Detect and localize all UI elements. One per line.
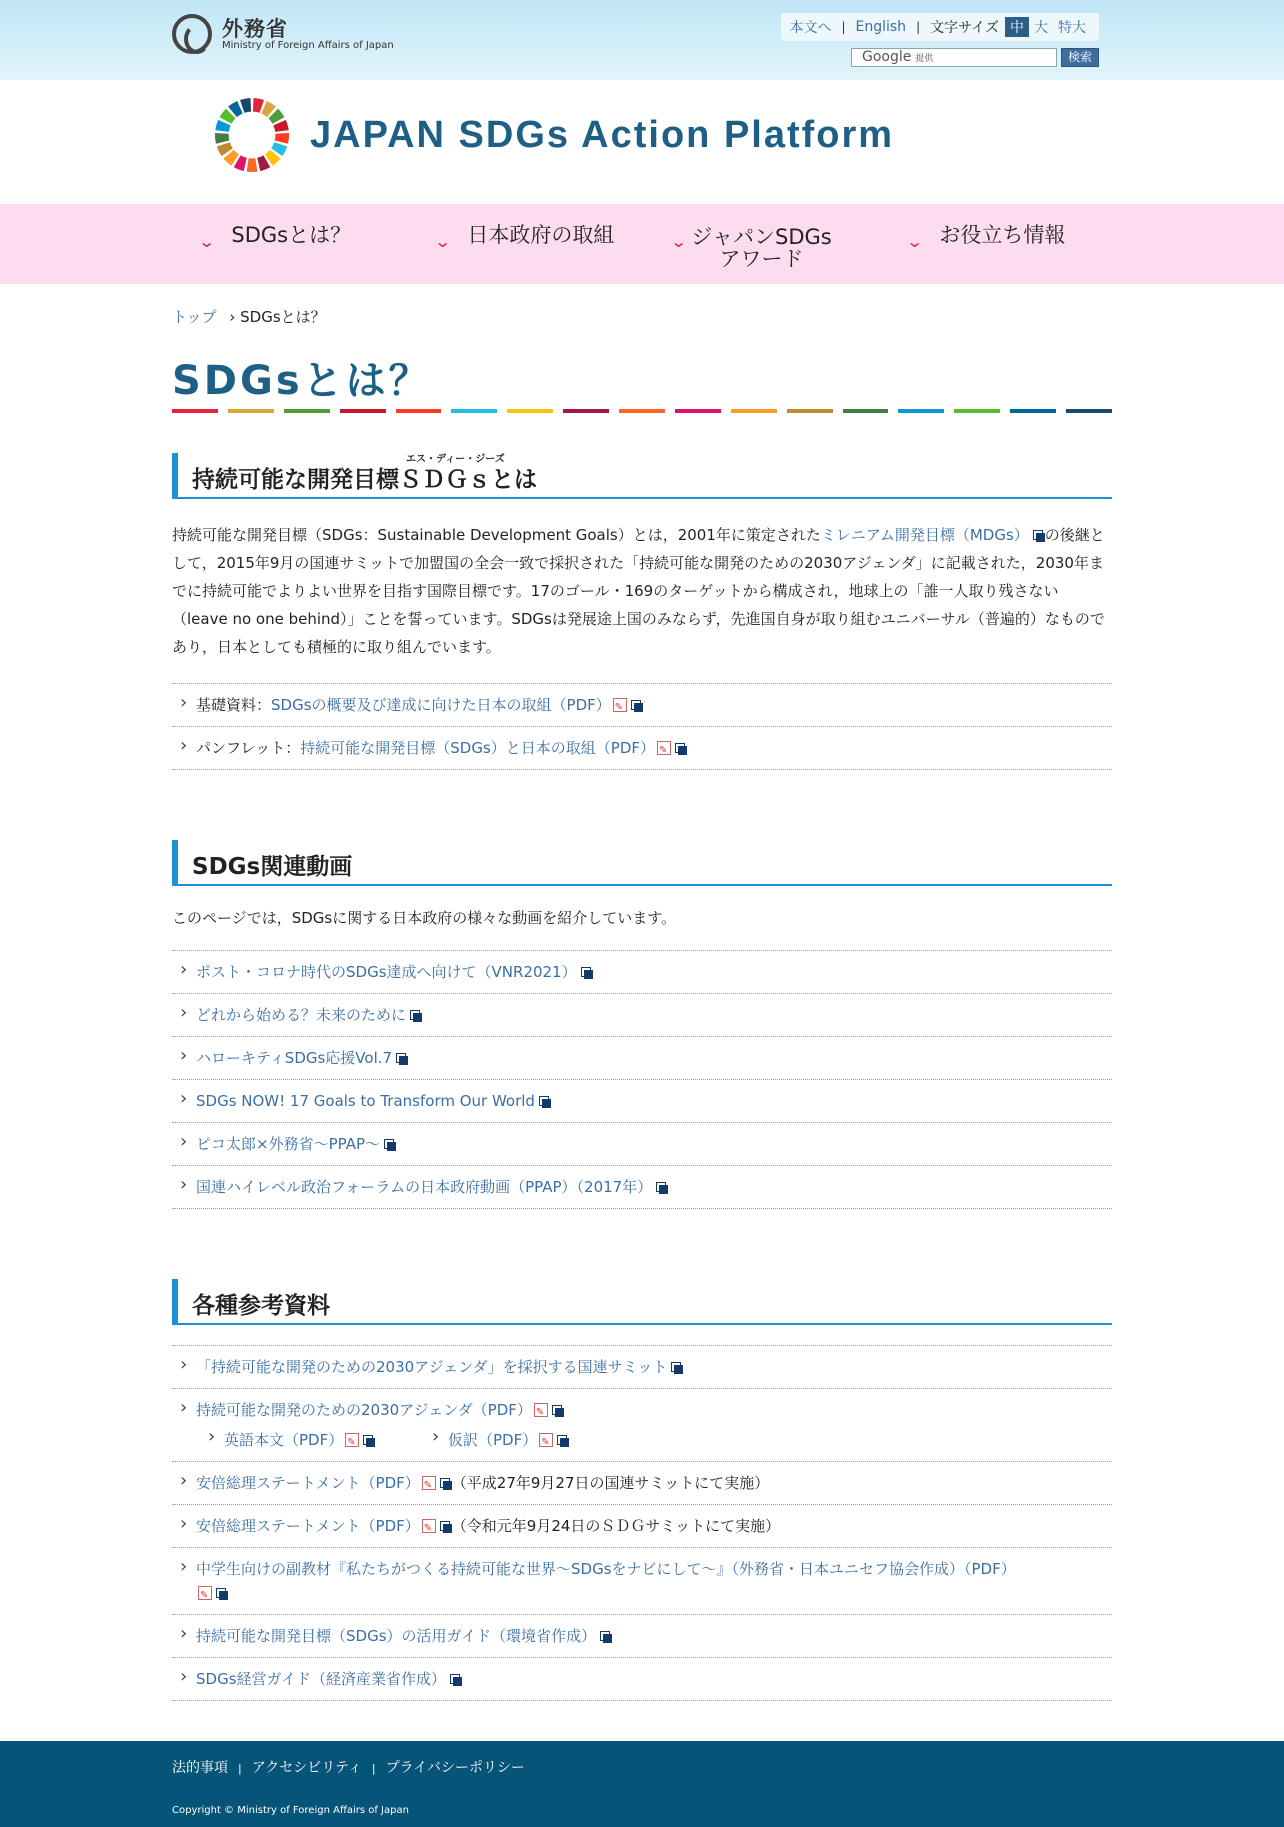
color-bar-segment [507,409,553,413]
color-bar-segment [1010,409,1056,413]
pdf-icon [422,1519,436,1533]
list-item [172,1505,1112,1548]
section-heading-references: 各種参考資料 [172,1279,1112,1325]
skip-to-content-link[interactable]: 本文へ [789,20,832,36]
pdf-icon [198,1586,212,1600]
reference-link[interactable]: SDGs経営ガイド（経済産業省作成） [196,1670,447,1688]
breadcrumb-current: SDGsとは？ [240,308,326,326]
list-item [172,1346,1112,1389]
list-item [172,994,1112,1037]
external-window-icon [440,1521,452,1533]
heading-text: 持続可能な開発目標ＳＤＧｓとは [192,467,537,493]
font-size-label: 文字サイズ [930,20,999,36]
separator: | [841,20,846,34]
separator: | [238,1762,242,1775]
about-links [172,683,1112,770]
accessibility-link[interactable]: アクセシビリティ [251,1760,362,1776]
color-bar-segment [172,409,218,413]
breadcrumb-home-link[interactable]: トップ [172,308,217,326]
external-window-icon [581,967,593,979]
nav-item-japan-sdgs-award[interactable] [669,204,908,284]
chevron-down-icon: ⌄ [669,232,688,251]
color-bar-segment [898,409,944,413]
sdgs-wheel-icon[interactable] [213,96,291,174]
pdf-icon [534,1403,548,1417]
nav-item-useful-info[interactable] [905,204,1144,284]
nav-label: ジャパンSDGs アワード [691,225,832,271]
color-bar-segment [284,409,330,413]
link-prefix: パンフレット： [196,739,301,757]
top-header [0,0,1284,80]
font-size-medium-button[interactable]: 中 [1005,17,1029,37]
section-heading-about [172,453,1112,499]
external-window-icon [552,1405,564,1417]
basic-material-pdf-link[interactable]: SDGsの概要及び達成に向けた日本の取組（PDF） [271,696,611,714]
about-paragraph [172,521,1112,661]
external-window-icon [396,1053,408,1065]
color-bar-segment [563,409,609,413]
chevron-right-icon: › [229,308,236,326]
reference-link[interactable]: 安倍総理ステートメント（PDF） [196,1517,420,1535]
video-link[interactable]: 国連ハイレベル政治フォーラムの日本政府動画（PPAP）（2017年） [196,1178,653,1196]
sub-links [196,1428,1112,1452]
pamphlet-pdf-link[interactable]: 持続可能な開発目標（SDGs）と日本の取組（PDF） [300,739,656,757]
english-link[interactable]: English [855,19,907,35]
reference-links [172,1345,1112,1701]
section-heading-videos: SDGs関連動画 [172,840,1112,886]
list-item [172,1166,1112,1209]
pdf-icon [613,698,627,712]
copyright: Copyright © Ministry of Foreign Affairs of Japan [172,1805,409,1816]
pdf-icon [539,1433,553,1447]
legal-link[interactable]: 法的事項 [172,1760,228,1776]
chevron-down-icon: ⌄ [905,232,924,251]
video-link[interactable]: ポスト・コロナ時代のSDGs達成へ向けて（VNR2021） [196,963,577,981]
external-window-icon [675,743,687,755]
color-bar-segment [731,409,777,413]
sub-list-item [420,1428,569,1452]
external-window-icon [440,1478,452,1490]
chevron-down-icon: ⌄ [197,232,216,251]
reference-link[interactable]: 持続可能な開発のための2030アジェンダ（PDF） [196,1401,532,1419]
color-bar-segment [954,409,1000,413]
external-window-icon [557,1435,569,1447]
global-nav [0,204,1284,284]
video-link[interactable]: どれから始める？未来のために [196,1006,407,1024]
list-item [172,1615,1112,1658]
color-bar-segment [843,409,889,413]
nav-item-government-initiatives[interactable] [433,204,672,284]
wheel-segment [253,98,264,113]
para-text: 持続可能な開発目標（SDGs：Sustainable Development Goals）とは，2001年に策定された [172,526,821,544]
font-size-xlarge-button[interactable]: 特大 [1058,20,1086,36]
font-size-large-button[interactable]: 大 [1034,20,1048,36]
footer-links [172,1757,525,1777]
provisional-translation-pdf-link[interactable]: 仮訳（PDF） [448,1431,538,1449]
pdf-icon [422,1476,436,1490]
list-item [172,1389,1112,1462]
color-bar-segment [396,409,442,413]
chevron-down-icon: ⌄ [433,232,452,251]
color-bar-segment [1066,409,1112,413]
search-input[interactable] [851,48,1057,67]
privacy-policy-link[interactable]: プライバシーポリシー [385,1760,525,1776]
separator: | [371,1762,376,1775]
video-link[interactable]: ハローキティSDGs応援Vol.7 [196,1049,393,1067]
video-link[interactable]: ピコ太郎×外務省～PPAP～ [196,1135,381,1153]
list-item [172,1462,1112,1505]
list-item [172,1123,1112,1166]
external-window-icon [656,1182,668,1194]
site-search [851,48,1099,67]
pdf-icon [657,741,671,755]
wheel-segment [247,158,258,172]
color-bar-segment [340,409,386,413]
sub-list-item [196,1428,375,1452]
external-window-icon [216,1588,228,1600]
video-link[interactable]: SDGs NOW! 17 Goals to Transform Our World [196,1092,535,1110]
list-item [172,1080,1112,1123]
external-window-icon [539,1096,551,1108]
nav-item-about-sdgs[interactable] [197,204,436,284]
org-name-en: Ministry of Foreign Affairs of Japan [222,39,394,51]
external-window-icon [600,1631,612,1643]
pdf-icon [345,1433,359,1447]
external-window-icon [363,1435,375,1447]
reference-note: （平成27年9月27日の国連サミットにて実施） [451,1474,770,1492]
color-bar-segment [675,409,721,413]
link-prefix: 基礎資料： [196,696,272,714]
color-bar-segment [228,409,274,413]
external-window-icon [1033,530,1045,542]
heading-ruby: エス・ディー・ジーズ [406,454,505,465]
list-item [172,1037,1112,1080]
org-name-ja: 外務省 [222,16,288,41]
reference-link[interactable]: 「持続可能な開発のための2030アジェンダ」を採択する国連サミット [196,1358,668,1376]
nav-label: お役立ち情報 [939,223,1066,247]
list-item [172,727,1112,770]
nav-label: 日本政府の取組 [467,223,615,247]
list-item [172,684,1112,727]
nav-label: SDGsとは？ [231,223,352,247]
mdgs-link[interactable]: ミレニアム開発目標（MDGs） [820,526,1029,544]
breadcrumb [172,306,1112,327]
reference-link[interactable]: 持続可能な開発目標（SDGs）の活用ガイド（環境省作成） [196,1627,597,1645]
mofa-emblem-icon [172,14,212,54]
list-item [172,1658,1112,1701]
wheel-segment [275,133,289,144]
wheel-segment [240,98,251,113]
color-bar-segment [619,409,665,413]
reference-note: （令和元年9月24日のＳＤＧサミットにて実施） [451,1517,781,1535]
color-bar-segment [451,409,497,413]
search-button[interactable]: 検索 [1061,48,1099,67]
main-content [172,284,1112,1701]
color-bar-segment [787,409,833,413]
list-item [172,951,1112,994]
google-logo: Google [862,49,912,65]
search-provider-note: 提供 [915,54,934,64]
wheel-segment [215,133,229,144]
separator: | [916,20,921,34]
reference-link[interactable]: 安倍総理ステートメント（PDF） [196,1474,420,1492]
videos-intro: このページでは，SDGsに関する日本政府の様々な動画を紹介しています。 [172,909,677,927]
para-text: の後継として，2015年9月の国連サミットで加盟国の全会一致で採択された「持続可能な開発のための2030アジェンダ」に記載された，2030年までに持続可能でよりよい世界を目指す国際目標です。17のゴール・169のターゲットから構成され，地球上の「誰一人取り残さない（leave no one behind）」ことを誓っています。SDGsは発展途上国のみならず，先進国自身が取り組むユニバーサル（普遍的）なものであり，日本としても積極的に取り組んでいます。 [172,526,1105,656]
list-item [172,1548,1112,1615]
external-window-icon [384,1139,396,1151]
external-window-icon [631,700,643,712]
brand-title[interactable]: JAPAN SDGs Action Platform [310,114,895,156]
page-title: SDGsとは？ [172,358,432,404]
footer [0,1741,1284,1827]
external-window-icon [671,1362,683,1374]
external-window-icon [410,1010,422,1022]
external-window-icon [450,1674,462,1686]
reference-link[interactable]: 中学生向けの副教材『私たちがつくる持続可能な世界～SDGsをナビにして～』（外務省・日本ユニセフ協会作成）（PDF） [196,1560,1016,1578]
mofa-logo[interactable] [172,14,394,54]
sdg-color-bar [172,409,1112,413]
english-text-pdf-link[interactable]: 英語本文（PDF） [224,1431,344,1449]
utility-links [781,13,1099,41]
video-links [172,950,1112,1209]
